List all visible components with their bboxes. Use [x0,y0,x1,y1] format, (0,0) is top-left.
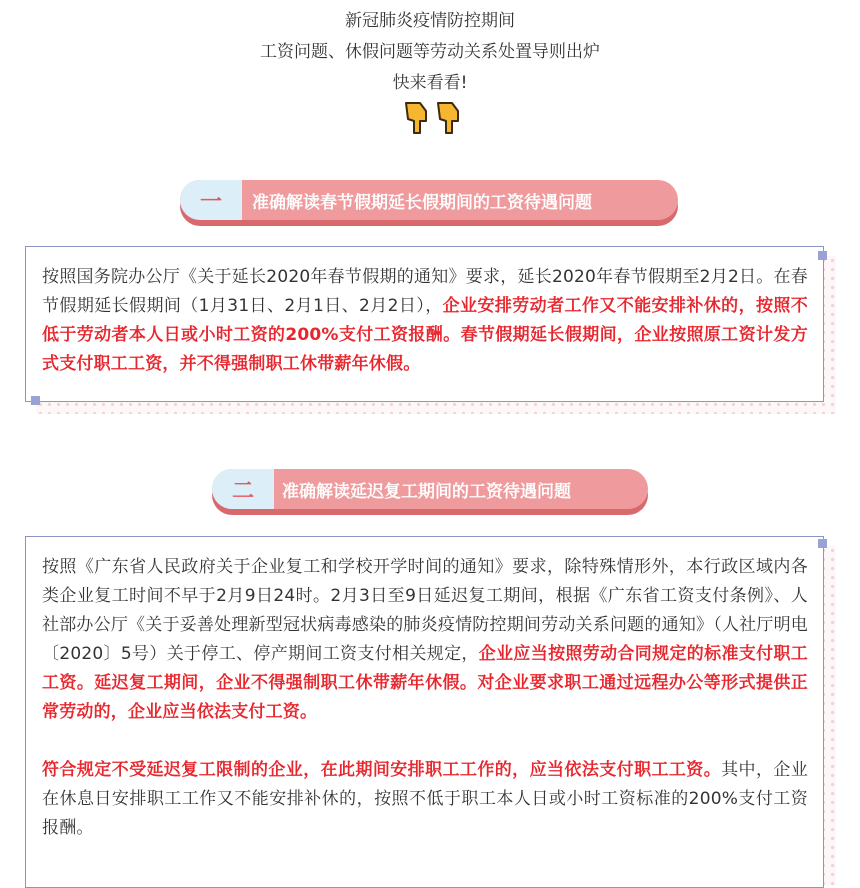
corner-square [818,539,827,548]
pointing-down-hands-icon [400,97,464,137]
section-2-number: 二 [212,469,274,509]
section-2-paragraph-1 [42,553,808,727]
intro-line-2: 工资问题、休假问题等劳动关系处置导则出炉 [260,42,600,62]
section-2-card [25,536,824,888]
intro-line-3: 快来看看! [392,73,468,93]
section-2-text: 按照《广东省人民政府关于企业复工和学校开学时间的通知》要求，除特殊情形外，本行政区域内各类企业复工时间不早于2月9日24时。2月3日至9日延迟复工期间，根据《广东省工资支付条例》、人社部办公厅《关于妥善处理新型冠状病毒感染的肺炎疫情防控期间劳动关系问题的通知》（人社厅明电〔2020〕5号）关于停工、停产期间工资支付相关规定， [42,557,808,664]
intro-line-1: 新冠肺炎疫情防控期间 [345,11,515,31]
section-1-banner [180,180,678,222]
corner-square [818,251,827,260]
section-2-highlight-2: 符合规定不受延迟复工限制的企业，在此期间安排职工工作的，应当依法支付职工工资。 [42,760,722,780]
section-2-banner [212,469,648,511]
section-2-title: 准确解读延迟复工期间的工资待遇问题 [282,481,571,502]
section-1-text: 按照国务院办公厅《关于延长2020年春节假期的通知》要求，延长2020年春节假期至2月2日。在春节假期延长假期间（1月31日、2月1日、2月2日）， [42,267,808,316]
section-2-paragraph-2 [42,756,808,843]
section-1-title: 准确解读春节假期延长假期间的工资待遇问题 [252,192,592,213]
corner-square [31,396,40,405]
section-1-highlight: 企业安排劳动者工作又不能安排补休的，按照不低于劳动者本人日或小时工资的200%支付工资报酬。春节假期延长假期间，企业按照原工资计发方式支付职工工资，并不得强制职工休带薪年休假。 [42,296,808,374]
section-1-number: 一 [180,180,242,220]
section-1-card [25,246,824,402]
section-2-text-2: 其中，企业在休息日安排职工工作又不能安排补休的，按照不低于职工本人日或小时工资标准的200%支付工资报酬。 [42,760,808,838]
section-1-paragraph [42,263,808,379]
section-2-highlight: 企业应当按照劳动合同规定的标准支付职工工资。延迟复工期间，企业不得强制职工休带薪年休假。对企业要求职工通过远程办公等形式提供正常劳动的，企业应当依法支付工资。 [42,644,808,722]
